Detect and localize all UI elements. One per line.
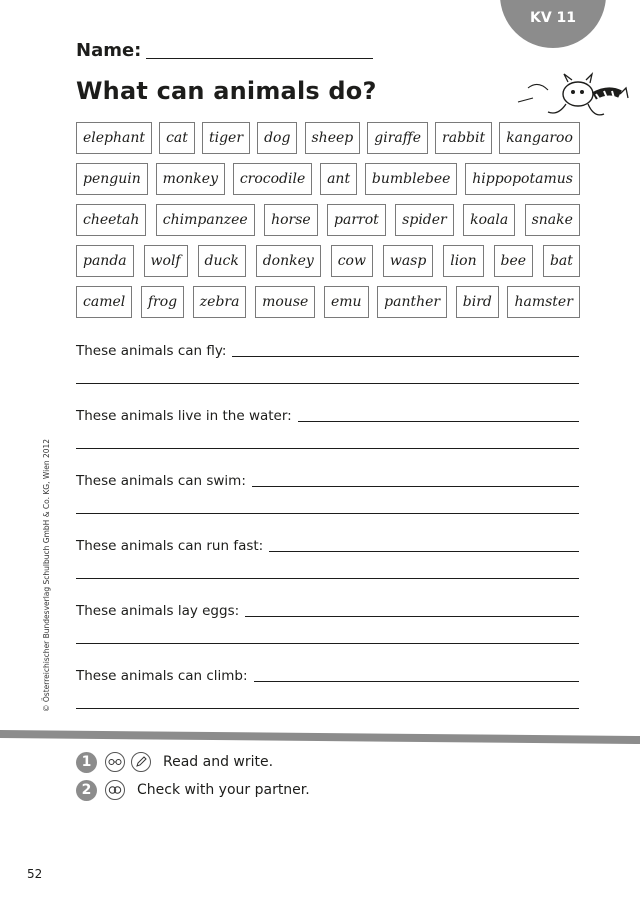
word-card: tiger [202,122,250,154]
word-row [76,122,580,154]
answer-line[interactable] [76,578,579,579]
page-title: What can animals do? [76,77,377,105]
word-card: donkey [256,245,321,277]
prompt-label: These animals can fly: [76,343,227,359]
word-card: giraffe [367,122,428,154]
answer-line[interactable] [76,708,579,709]
instructions [76,748,310,804]
prompt-label: These animals can swim: [76,473,246,489]
answer-prompts [76,340,579,730]
word-card: parrot [327,204,386,236]
word-card: wasp [383,245,433,277]
instruction-row [76,748,310,776]
word-card: chimpanzee [156,204,255,236]
prompt-label: These animals lay eggs: [76,603,240,619]
word-card: monkey [156,163,225,195]
pencil-icon [131,752,151,772]
word-card: kangaroo [499,122,580,154]
word-card: frog [141,286,184,318]
word-card: spider [395,204,454,236]
word-row [76,163,580,195]
prompt-fly [76,340,579,405]
name-input-line[interactable] [146,58,373,59]
word-card: ant [320,163,357,195]
word-card: snake [525,204,580,236]
word-card: emu [324,286,369,318]
word-card: wolf [144,245,188,277]
word-row [76,204,580,236]
word-row [76,245,580,277]
word-card: crocodile [233,163,312,195]
word-card: bumblebee [365,163,458,195]
prompt-run-fast [76,535,579,600]
word-card: camel [76,286,132,318]
word-card: cheetah [76,204,146,236]
word-card: mouse [255,286,315,318]
word-card: panther [377,286,447,318]
word-card: hippopotamus [465,163,580,195]
page-number: 52 [27,867,43,881]
word-card: elephant [76,122,152,154]
answer-line[interactable] [254,667,579,682]
section-divider [0,722,640,748]
copyright-notice: © Österreichischer Bundesverlag Schulbuch GmbH & Co. KG, Wien 2012 [42,438,51,712]
word-card: cow [331,245,373,277]
word-card: zebra [193,286,247,318]
kv-label: KV 11 [529,10,577,26]
word-card: dog [257,122,297,154]
answer-line[interactable] [76,448,579,449]
answer-line[interactable] [252,472,579,487]
answer-line[interactable] [245,602,579,617]
answer-line[interactable] [76,383,579,384]
answer-line[interactable] [298,407,579,422]
word-card: sheep [305,122,361,154]
prompt-climb [76,665,579,730]
word-card: rabbit [435,122,492,154]
instruction-text: Check with your partner. [137,782,310,798]
word-card: horse [264,204,318,236]
word-card: bat [543,245,580,277]
glasses-icon [105,752,125,772]
answer-line[interactable] [269,537,579,552]
name-label: Name: [76,40,142,61]
word-card: hamster [507,286,579,318]
partner-faces-icon [105,780,125,800]
word-card: duck [198,245,246,277]
word-card: lion [443,245,483,277]
word-card: bee [494,245,534,277]
instruction-text: Read and write. [163,754,274,770]
word-card: koala [463,204,515,236]
instruction-row [76,776,310,804]
word-card: bird [456,286,499,318]
word-card: panda [76,245,134,277]
word-card: cat [159,122,195,154]
prompt-water [76,405,579,470]
prompt-swim [76,470,579,535]
step-number: 2 [76,780,97,801]
word-row [76,286,580,318]
prompt-label: These animals live in the water: [76,408,292,424]
answer-line[interactable] [76,643,579,644]
answer-line[interactable] [76,513,579,514]
prompt-lay-eggs [76,600,579,665]
tiger-mascot-icon [508,68,632,126]
prompt-label: These animals can run fast: [76,538,264,554]
prompt-label: These animals can climb: [76,668,248,684]
word-card: penguin [76,163,148,195]
answer-line[interactable] [232,342,579,357]
word-bank [76,122,580,327]
step-number: 1 [76,752,97,773]
